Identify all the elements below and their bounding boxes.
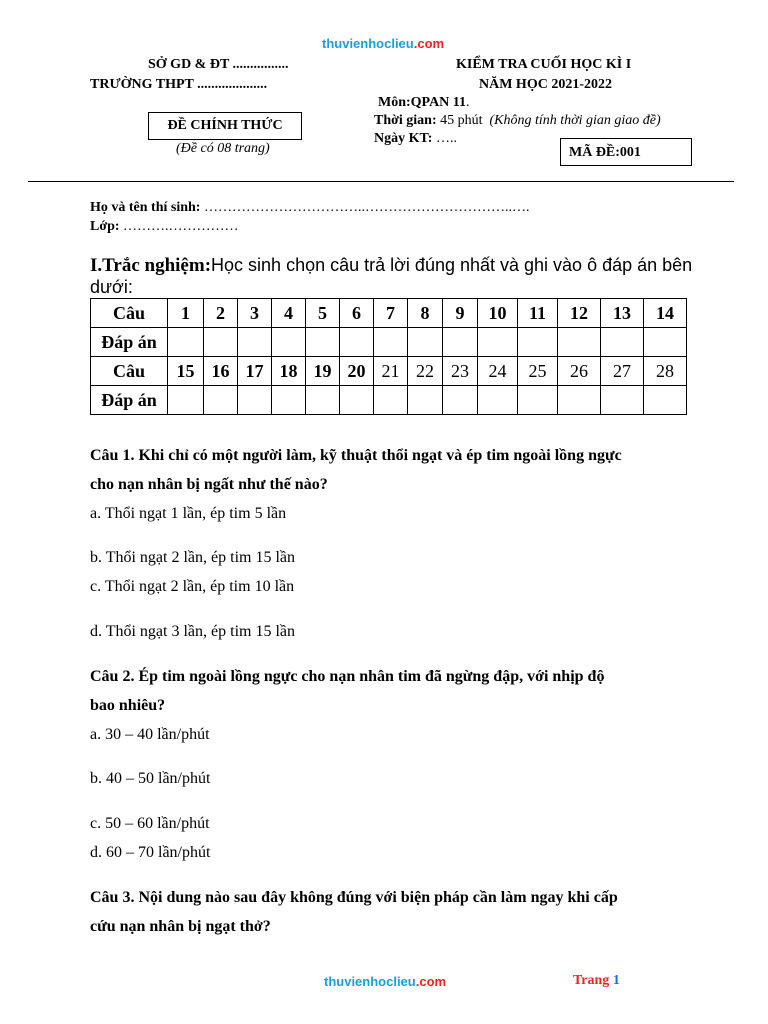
answer-cell[interactable] xyxy=(443,328,478,357)
question-number: 23 xyxy=(443,357,478,386)
question-number: 10 xyxy=(478,299,518,328)
section-instruction: Học sinh chọn câu trả lời đúng nhất và ghi vào ô đáp án bên xyxy=(211,255,693,275)
question-number: 21 xyxy=(374,357,408,386)
question-number: 1 xyxy=(168,299,204,328)
answer-cell[interactable] xyxy=(558,386,601,415)
answer-table xyxy=(90,298,687,415)
answer-cell[interactable] xyxy=(478,386,518,415)
question-number: 15 xyxy=(168,357,204,386)
question-number: 7 xyxy=(374,299,408,328)
answer-cell[interactable] xyxy=(306,386,340,415)
section-heading xyxy=(90,254,692,277)
answer-cell[interactable] xyxy=(272,386,306,415)
student-name-field: ……………………………..…………………………..…. xyxy=(200,200,530,215)
answer-cell[interactable] xyxy=(644,328,687,357)
question-number: 14 xyxy=(644,299,687,328)
question-number: 13 xyxy=(601,299,644,328)
question-2-option-b: b. 40 – 50 lần/phút xyxy=(90,770,211,787)
question-number: 18 xyxy=(272,357,306,386)
section-title: I.Trắc nghiệm: xyxy=(90,255,212,276)
page-indicator xyxy=(573,973,620,989)
site-name: thuvienhoclieu xyxy=(324,974,416,989)
question-1-option-d: d. Thổi ngạt 3 lần, ép tim 15 lần xyxy=(90,623,296,640)
answer-cell[interactable] xyxy=(272,328,306,357)
question-2-line-1: Câu 2. Ép tim ngoài lồng ngực cho nạn nhân tim đã ngừng đập, với nhịp độ xyxy=(90,668,605,685)
date-value: ….. xyxy=(432,131,457,146)
question-2-option-c: c. 50 – 60 lần/phút xyxy=(90,815,210,832)
answer-cell[interactable] xyxy=(306,328,340,357)
question-1-option-c: c. Thổi ngạt 2 lần, ép tim 10 lần xyxy=(90,578,295,595)
question-number: 19 xyxy=(306,357,340,386)
answer-cell[interactable] xyxy=(644,386,687,415)
student-name-label: Họ và tên thí sinh: xyxy=(90,200,201,215)
site-domain: .com xyxy=(415,974,447,989)
question-number: 3 xyxy=(238,299,272,328)
answer-cell[interactable] xyxy=(601,328,644,357)
official-label: ĐỀ CHÍNH THỨC xyxy=(148,112,302,140)
question-1-line-2: cho nạn nhân bị ngất như thế nào? xyxy=(90,476,328,493)
exam-code: MÃ ĐỀ:001 xyxy=(560,138,692,166)
site-link-bottom[interactable] xyxy=(324,974,446,989)
student-class-label: Lớp: xyxy=(90,219,120,234)
answer-cell[interactable] xyxy=(518,386,558,415)
question-number: 28 xyxy=(644,357,687,386)
answer-cell[interactable] xyxy=(443,386,478,415)
question-number: 16 xyxy=(204,357,238,386)
question-1-line-1: Câu 1. Khi chỉ có một người làm, kỹ thuật thổi ngạt và ép tim ngoài lồng ngực xyxy=(90,447,622,464)
date-label: Ngày KT: xyxy=(374,131,433,146)
student-name-line xyxy=(90,200,529,216)
question-number: 17 xyxy=(238,357,272,386)
time-line xyxy=(374,113,661,129)
answer-cell[interactable] xyxy=(340,328,374,357)
answer-cell[interactable] xyxy=(238,386,272,415)
page-label: Trang xyxy=(573,973,613,988)
site-link-top[interactable] xyxy=(322,36,444,51)
answer-cell[interactable] xyxy=(340,386,374,415)
student-class-line xyxy=(90,219,239,235)
table-row xyxy=(91,386,687,415)
question-3-line-2: cứu nạn nhân bị ngạt thở? xyxy=(90,918,271,935)
question-2-option-a: a. 30 – 40 lần/phút xyxy=(90,726,210,743)
answer-cell[interactable] xyxy=(374,328,408,357)
answer-cell[interactable] xyxy=(408,386,443,415)
answer-cell[interactable] xyxy=(478,328,518,357)
answer-cell[interactable] xyxy=(238,328,272,357)
answer-label: Đáp án xyxy=(91,328,168,357)
question-number: 11 xyxy=(518,299,558,328)
question-label: Câu xyxy=(91,299,168,328)
header-divider xyxy=(28,181,734,182)
answer-cell[interactable] xyxy=(168,386,204,415)
question-number: 26 xyxy=(558,357,601,386)
table-row xyxy=(91,299,687,328)
answer-cell[interactable] xyxy=(168,328,204,357)
question-number: 4 xyxy=(272,299,306,328)
question-number: 22 xyxy=(408,357,443,386)
question-3-line-1: Câu 3. Nội dung nào sau đây không đúng với biện pháp cần làm ngay khi cấp xyxy=(90,889,618,906)
time-value: 45 phút xyxy=(436,113,483,128)
answer-cell[interactable] xyxy=(204,386,238,415)
answer-cell[interactable] xyxy=(558,328,601,357)
subject-line: Môn:QPAN 11. xyxy=(378,95,470,110)
question-2-line-2: bao nhiêu? xyxy=(90,697,166,714)
table-row xyxy=(91,328,687,357)
question-label: Câu xyxy=(91,357,168,386)
question-number: 24 xyxy=(478,357,518,386)
table-row xyxy=(91,357,687,386)
question-number: 2 xyxy=(204,299,238,328)
department-line: SỞ GD & ĐT ................ xyxy=(148,57,289,72)
question-number: 9 xyxy=(443,299,478,328)
question-number: 27 xyxy=(601,357,644,386)
answer-cell[interactable] xyxy=(408,328,443,357)
subject-value: QPAN 11 xyxy=(410,95,467,110)
page-number: 1 xyxy=(612,973,620,988)
answer-cell[interactable] xyxy=(374,386,408,415)
answer-label: Đáp án xyxy=(91,386,168,415)
answer-cell[interactable] xyxy=(518,328,558,357)
time-label: Thời gian: xyxy=(374,113,437,128)
question-number: 5 xyxy=(306,299,340,328)
answer-cell[interactable] xyxy=(204,328,238,357)
site-name: thuvienhoclieu xyxy=(322,36,414,51)
school-year: NĂM HỌC 2021-2022 xyxy=(479,77,612,92)
answer-cell[interactable] xyxy=(601,386,644,415)
question-1-option-a: a. Thổi ngạt 1 lần, ép tim 5 lần xyxy=(90,505,287,522)
question-number: 6 xyxy=(340,299,374,328)
exam-title: KIỂM TRA CUỐI HỌC KÌ I xyxy=(456,57,632,72)
question-2-option-d: d. 60 – 70 lần/phút xyxy=(90,844,211,861)
question-1-option-b: b. Thổi ngạt 2 lần, ép tim 15 lần xyxy=(90,549,296,566)
question-number: 20 xyxy=(340,357,374,386)
site-domain: .com xyxy=(413,36,445,51)
student-class-field: ……….…………… xyxy=(119,219,239,234)
question-number: 8 xyxy=(408,299,443,328)
section-instruction-cont: dưới: xyxy=(90,277,133,297)
school-line: TRƯỜNG THPT .................... xyxy=(90,77,268,92)
subject-label: Môn: xyxy=(378,95,411,110)
time-note: (Không tính thời gian giao đề) xyxy=(489,113,661,128)
date-line xyxy=(374,131,457,147)
question-number: 25 xyxy=(518,357,558,386)
pages-note: (Đề có 08 trang) xyxy=(176,141,270,156)
question-number: 12 xyxy=(558,299,601,328)
